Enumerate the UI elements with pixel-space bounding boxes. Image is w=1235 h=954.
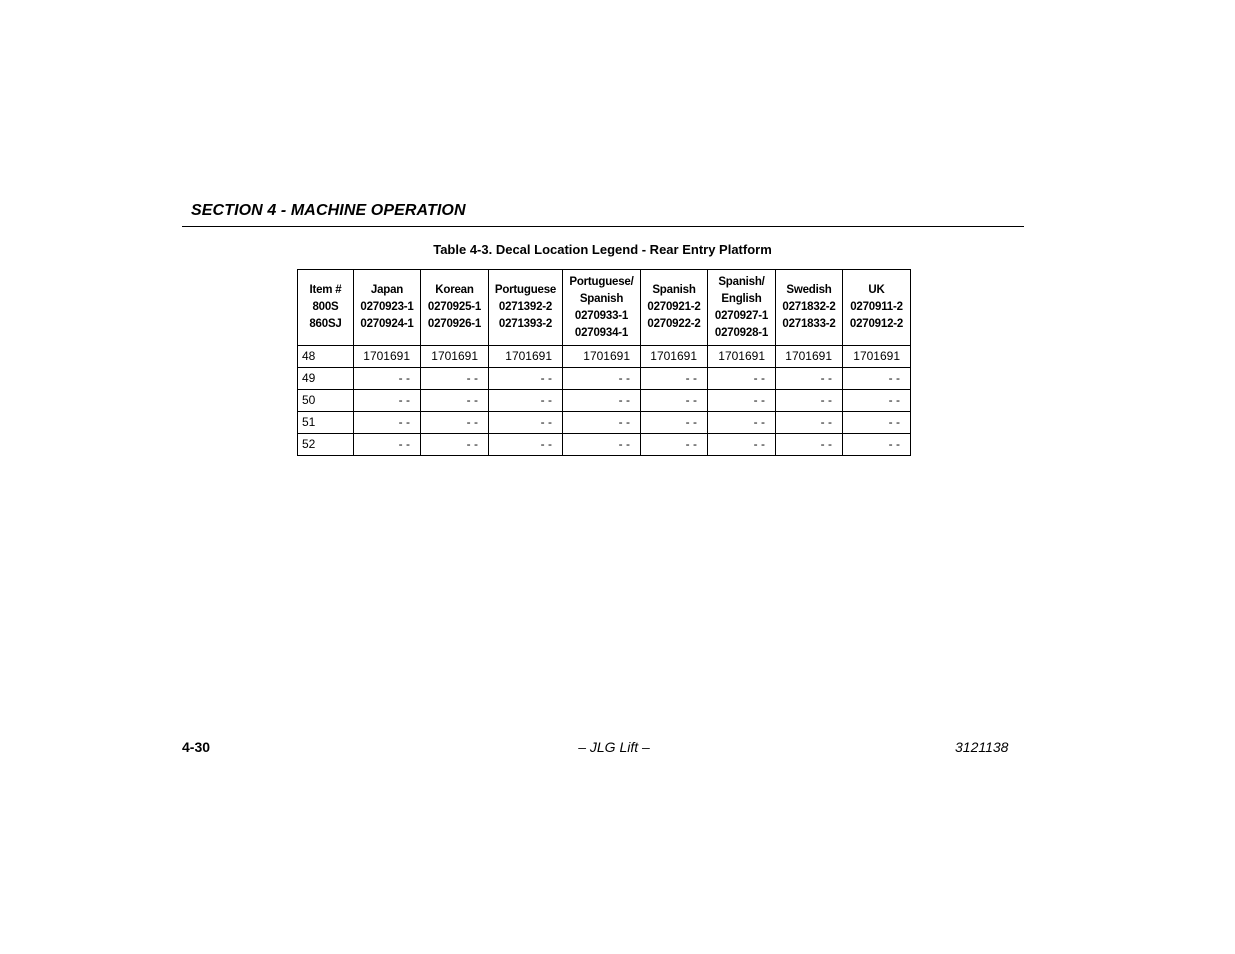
table-row [298, 390, 911, 412]
part-number-cell: - - [354, 434, 421, 456]
column-header [421, 270, 489, 346]
part-number-cell: - - [354, 390, 421, 412]
item-number-cell: 52 [298, 434, 354, 456]
part-number-cell: - - [354, 412, 421, 434]
column-header-line: 0270925-1 [427, 301, 482, 313]
column-header-line: 0270912-2 [849, 318, 904, 330]
document-number: 3121138 [955, 739, 1009, 755]
table-header-row [298, 270, 911, 346]
table-row [298, 412, 911, 434]
part-number-cell: - - [843, 368, 911, 390]
column-header-line: 0271392-2 [498, 301, 553, 313]
column-header-line: UK [868, 284, 885, 296]
part-number-cell: - - [489, 368, 563, 390]
part-number-cell: - - [776, 412, 843, 434]
header-divider [182, 226, 1024, 227]
part-number-cell: 1701691 [354, 346, 421, 368]
column-header-line: English [721, 292, 762, 305]
item-number-cell: 50 [298, 390, 354, 412]
column-header-line: Spanish/ [718, 275, 765, 288]
column-header-line: Item # [309, 284, 342, 296]
part-number-cell: - - [776, 434, 843, 456]
column-header-line: 0270934-1 [574, 326, 629, 339]
item-number-cell: 51 [298, 412, 354, 434]
part-number-cell: - - [708, 434, 776, 456]
part-number-cell: - - [354, 368, 421, 390]
part-number-cell: - - [421, 368, 489, 390]
part-number-cell: - - [843, 412, 911, 434]
part-number-cell: - - [641, 434, 708, 456]
section-title: SECTION 4 - MACHINE OPERATION [191, 202, 466, 219]
column-header-line: 0270927-1 [714, 309, 769, 322]
column-header-line: Japan [370, 284, 404, 296]
column-header-line: 0270926-1 [427, 318, 482, 330]
part-number-cell: - - [563, 390, 641, 412]
column-header-line: 0270924-1 [360, 318, 414, 330]
page-number: 4-30 [182, 739, 211, 755]
column-header-line: Spanish [579, 292, 624, 305]
column-header-line: Swedish [786, 284, 832, 296]
part-number-cell: 1701691 [708, 346, 776, 368]
column-header-line: Portuguese/ [569, 275, 634, 288]
footer-brand: – JLG Lift – [578, 739, 650, 755]
column-header-line: 0271832-2 [782, 301, 836, 313]
column-header-line: 800S [312, 301, 339, 313]
part-number-cell: - - [843, 434, 911, 456]
column-header [489, 270, 563, 346]
part-number-cell: - - [563, 434, 641, 456]
column-header [708, 270, 776, 346]
part-number-cell: - - [641, 412, 708, 434]
part-number-cell: 1701691 [489, 346, 563, 368]
column-header-line: 0270921-2 [647, 301, 701, 313]
column-header [298, 270, 354, 346]
part-number-cell: - - [776, 368, 843, 390]
column-header-line: Portuguese [494, 284, 557, 296]
part-number-cell: - - [489, 434, 563, 456]
part-number-cell: - - [421, 434, 489, 456]
part-number-cell: - - [641, 390, 708, 412]
part-number-cell: - - [563, 368, 641, 390]
part-number-cell: 1701691 [563, 346, 641, 368]
table-row [298, 434, 911, 456]
part-number-cell: - - [421, 390, 489, 412]
part-number-cell: 1701691 [843, 346, 911, 368]
column-header-line: 0270923-1 [360, 301, 414, 313]
column-header-line: 0270911-2 [850, 301, 903, 313]
part-number-cell: - - [708, 412, 776, 434]
part-number-cell: 1701691 [641, 346, 708, 368]
table-body [298, 346, 911, 456]
part-number-cell: - - [641, 368, 708, 390]
part-number-cell: - - [563, 412, 641, 434]
column-header-line: 860SJ [309, 318, 342, 330]
decal-legend-table [297, 269, 911, 456]
column-header-line: Korean [435, 284, 474, 296]
column-header-line: 0270933-1 [574, 309, 629, 322]
part-number-cell: - - [708, 368, 776, 390]
column-header [563, 270, 641, 346]
column-header-line: 0270922-2 [647, 318, 701, 330]
column-header-line: 0271393-2 [498, 318, 553, 330]
part-number-cell: 1701691 [776, 346, 843, 368]
column-header [776, 270, 843, 346]
column-header [843, 270, 911, 346]
part-number-cell: 1701691 [421, 346, 489, 368]
table-row [298, 368, 911, 390]
part-number-cell: - - [489, 412, 563, 434]
part-number-cell: - - [421, 412, 489, 434]
item-number-cell: 49 [298, 368, 354, 390]
column-header [641, 270, 708, 346]
item-number-cell: 48 [298, 346, 354, 368]
table-title: Table 4-3. Decal Location Legend - Rear Entry Platform [433, 242, 772, 257]
column-header-line: 0271833-2 [782, 318, 836, 330]
table-header [298, 270, 911, 346]
column-header-line: 0270928-1 [714, 326, 769, 339]
part-number-cell: - - [708, 390, 776, 412]
part-number-cell: - - [843, 390, 911, 412]
table-row [298, 346, 911, 368]
part-number-cell: - - [776, 390, 843, 412]
column-header [354, 270, 421, 346]
part-number-cell: - - [489, 390, 563, 412]
column-header-line: Spanish [652, 284, 696, 296]
